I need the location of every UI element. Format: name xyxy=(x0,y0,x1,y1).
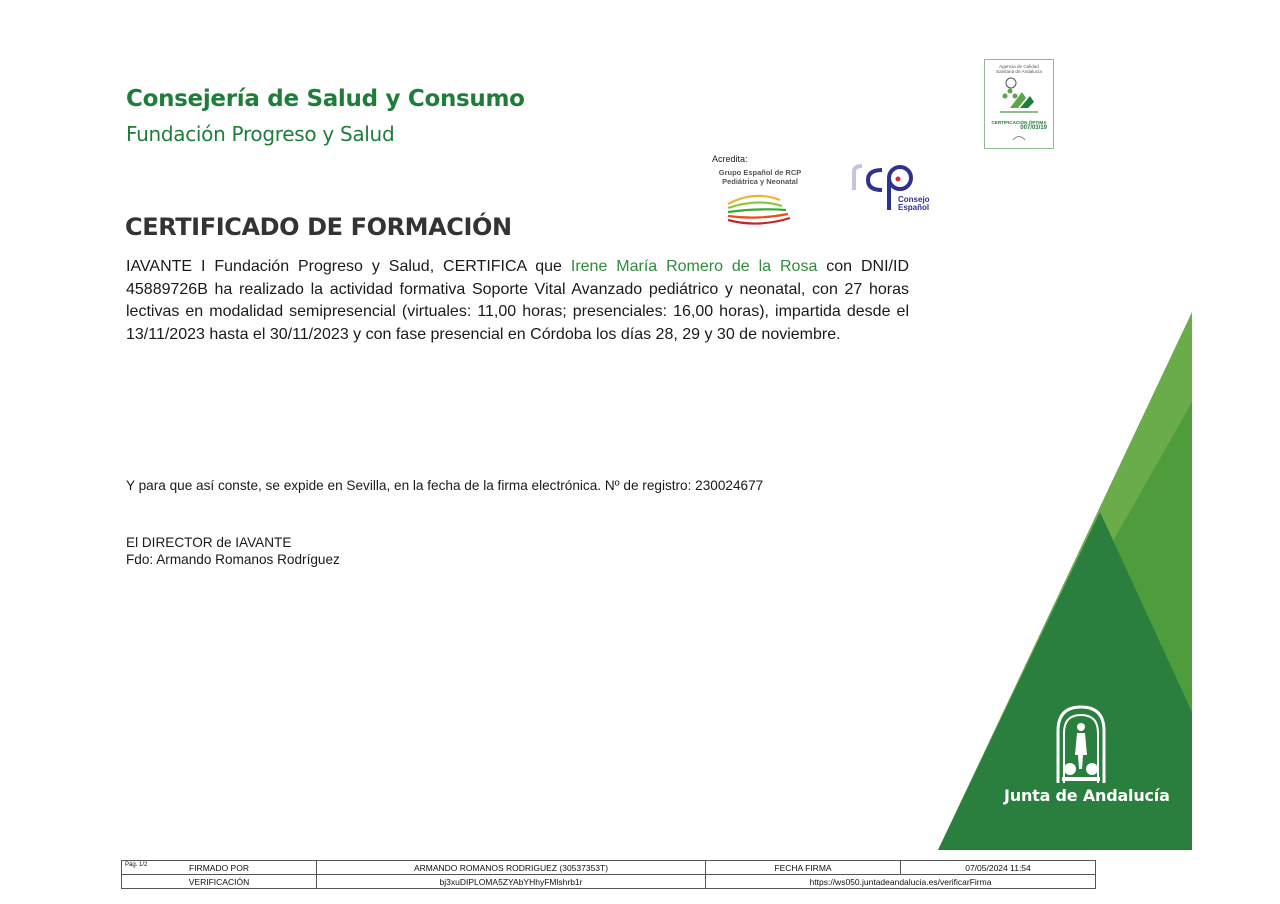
rcp-line1: Consejo xyxy=(898,195,930,204)
accreditation-org-line1: Grupo Español de RCP xyxy=(718,168,802,177)
verification-code: bj3xuDIPLOMA5ZYAbYHhyFMlshrb1r xyxy=(317,875,706,889)
agency-line2: Sanitaria de Andalucía xyxy=(996,69,1042,75)
signed-by-label: FIRMADO POR xyxy=(189,862,249,873)
accreditation-org-line2: Pediátrica y Neonatal xyxy=(722,176,798,186)
body-rest: con DNI/ID 45889726B ha realizado la actividad formativa Soporte Vital Avanzado pediátrico y neonatal, con 27 horas lectivas en modalidad semipresencial (virtuales: 11,00 horas; presenciales: 16,00 horas), impartida desde el 13/11/2023 hasta el 30/11/2023 y con fase presencial en Córdoba los días 28, 29 y 30 de noviembre. xyxy=(126,258,909,343)
junta-andalucia-label: Junta de Andalucía xyxy=(1004,786,1170,805)
header-fundacion: Fundación Progreso y Salud xyxy=(126,122,395,146)
agency-seal-icon xyxy=(1011,133,1027,141)
agency-figure-icon xyxy=(994,76,1044,118)
body-intro: IAVANTE I Fundación Progreso y Salud, CERTIFICA que xyxy=(126,258,571,275)
director-signature xyxy=(126,534,340,568)
recipient-name: Irene María Romero de la Rosa xyxy=(570,258,818,275)
rcp-consejo-logo xyxy=(850,160,934,214)
sign-date-value: 07/05/2024 11:54 xyxy=(901,861,1096,875)
agency-line1: Agencia de Calidad xyxy=(999,64,1039,69)
certificate-body xyxy=(126,256,909,346)
verification-label: VERIFICACIÓN xyxy=(122,875,317,889)
signer-name: ARMANDO ROMANOS RODRIGUEZ (30537353T) xyxy=(317,861,706,875)
verification-url[interactable]: https://ws050.juntadeandalucia.es/verificarFirma xyxy=(706,875,1096,889)
header-consejeria: Consejería de Salud y Consumo xyxy=(126,86,525,112)
accreditation-label: Acredita: xyxy=(712,154,748,164)
table-row xyxy=(122,875,1096,889)
rcp-line2: Español xyxy=(898,203,930,212)
sign-date-label: FECHA FIRMA xyxy=(706,861,901,875)
signed-by-label-cell xyxy=(122,861,317,875)
agency-quality-badge xyxy=(984,59,1054,149)
junta-andalucia-emblem-icon xyxy=(1052,703,1110,785)
agency-code: 007/03/19 xyxy=(1020,125,1047,132)
signature-verification-table xyxy=(121,860,1096,889)
rcp-group-logo-icon xyxy=(724,186,794,226)
rcp-logo-icon xyxy=(850,160,934,214)
page-number: Pág. 1/2 xyxy=(125,862,148,868)
certificate-title: CERTIFICADO DE FORMACIÓN xyxy=(125,213,512,241)
table-row xyxy=(122,861,1096,875)
closing-statement: Y para que así conste, se expide en Sevilla, en la fecha de la firma electrónica. Nº de registro: 230024677 xyxy=(126,478,764,493)
director-title: El DIRECTOR de IAVANTE xyxy=(126,535,292,550)
agency-cert: CERTIFICACIÓN ÓPTIMA xyxy=(991,120,1047,126)
accreditation-block xyxy=(712,154,832,226)
director-name: Fdo: Armando Romanos Rodríguez xyxy=(126,552,340,567)
